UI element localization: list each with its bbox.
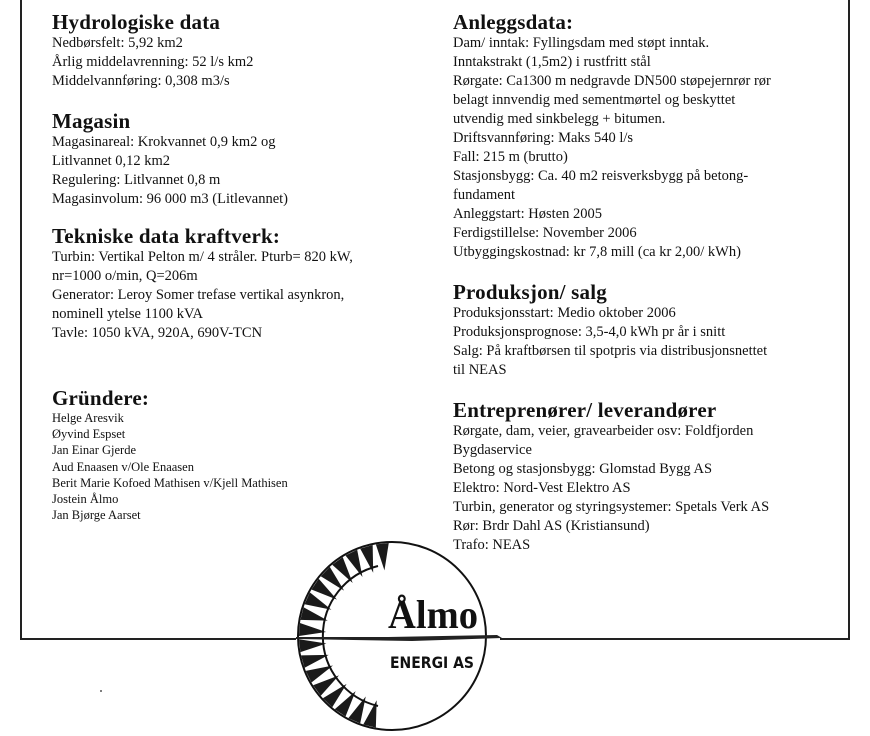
- anlegg-line: Fall: 215 m (brutto): [453, 149, 568, 165]
- section-title: Magasin: [52, 109, 131, 133]
- produksjon-line: Produksjonsprognose: 3,5-4,0 kWh pr år i snitt: [453, 324, 726, 340]
- frame-bottom-border-right: [500, 638, 850, 640]
- hydro-line: Nedbørsfelt: 5,92 km2: [52, 35, 183, 51]
- anlegg-line: Ferdigstillelse: November 2006: [453, 225, 637, 241]
- logo-inner-arc: [323, 566, 378, 706]
- logo-wheel-blades: [299, 543, 389, 728]
- left-column: [52, 10, 422, 541]
- entreprenor-line: Trafo: NEAS: [453, 537, 531, 553]
- frame-bottom-border-left: [20, 638, 296, 640]
- grunder-name: Jan Einar Gjerde: [52, 443, 136, 458]
- logo-name: Ålmo: [388, 592, 478, 637]
- section-title: Tekniske data kraftverk:: [52, 224, 281, 248]
- anlegg-line: fundament: [453, 187, 516, 203]
- anlegg-line: Dam/ inntak: Fyllingsdam med støpt inntak.: [453, 35, 710, 51]
- anlegg-line: Driftsvannføring: Maks 540 l/s: [453, 130, 634, 146]
- section-entreprenorer: [453, 398, 843, 555]
- entreprenor-line: Elektro: Nord-Vest Elektro AS: [453, 480, 631, 496]
- anlegg-line: Inntakstrakt (1,5m2) i rustfritt stål: [453, 54, 651, 70]
- frame-left-border: [20, 0, 22, 640]
- anlegg-line: Stasjonsbygg: Ca. 40 m2 reisverksbygg på betong-: [453, 168, 749, 184]
- anlegg-line: Anleggstart: Høsten 2005: [453, 206, 603, 222]
- magasin-line: Magasinvolum: 96 000 m3 (Litlevannet): [52, 191, 288, 207]
- grunder-name: Helge Aresvik: [52, 411, 124, 425]
- produksjon-line: Salg: På kraftbørsen til spotpris via distribusjonsnettet: [453, 343, 768, 359]
- logo-subtitle: ENERGI AS: [390, 653, 474, 672]
- anlegg-line: Utbyggingskostnad: kr 7,8 mill (ca kr 2,00/ kWh): [453, 244, 741, 260]
- section-title: Gründere:: [52, 386, 150, 410]
- logo-blade: [300, 607, 327, 620]
- anlegg-line: utvendig med sinkbelegg + bitumen.: [453, 111, 666, 127]
- entreprenor-line: Rør: Brdr Dahl AS (Kristiansund): [453, 518, 650, 534]
- entreprenor-line: Rørgate, dam, veier, gravearbeider osv: Foldfjorden: [453, 423, 754, 439]
- section-hydrologiske-data: [52, 10, 422, 91]
- produksjon-line: til NEAS: [453, 362, 507, 378]
- teknisk-line: Tavle: 1050 kVA, 920A, 690V-TCN: [52, 325, 263, 341]
- almo-energi-logo: [292, 536, 507, 736]
- section-title: Produksjon/ salg: [453, 280, 607, 304]
- section-produksjon-salg: [453, 280, 843, 380]
- magasin-line: Litlvannet 0,12 km2: [52, 153, 170, 169]
- section-grundere: [52, 386, 422, 523]
- entreprenor-line: Turbin, generator og styringsystemer: Spetals Verk AS: [453, 499, 770, 515]
- teknisk-line: nr=1000 o/min, Q=206m: [52, 268, 198, 284]
- logo-blade: [301, 655, 329, 668]
- section-title: Hydrologiske data: [52, 10, 221, 34]
- anlegg-line: Rørgate: Ca1300 m nedgravde DN500 støpejernrør rør: [453, 73, 771, 89]
- section-title: Anleggsdata:: [453, 10, 574, 34]
- frame-right-border: [848, 0, 850, 640]
- scan-speck: [100, 690, 102, 692]
- grunder-name: Jan Bjørge Aarset: [52, 508, 141, 523]
- section-magasin: [52, 109, 422, 209]
- grunder-name: Aud Enaasen v/Ole Enaasen: [52, 459, 194, 474]
- grunder-name: Øyvind Espset: [52, 427, 126, 442]
- hydro-line: Årlig middelavrenning: 52 l/s km2: [52, 54, 254, 70]
- section-title: Entreprenører/ leverandører: [453, 398, 717, 422]
- entreprenor-line: Betong og stasjonsbygg: Glomstad Bygg AS: [453, 461, 713, 477]
- teknisk-line: nominell ytelse 1100 kVA: [52, 306, 204, 322]
- magasin-line: Magasinareal: Krokvannet 0,9 km2 og: [52, 134, 276, 150]
- section-tekniske-data: [52, 224, 422, 343]
- anlegg-line: belagt innvendig med sementmørtel og beskyttet: [453, 92, 736, 108]
- teknisk-line: Generator: Leroy Somer trefase vertikal asynkron,: [52, 287, 345, 303]
- hydro-line: Middelvannføring: 0,308 m3/s: [52, 73, 230, 89]
- entreprenor-line: Bygdaservice: [453, 442, 532, 458]
- teknisk-line: Turbin: Vertikal Pelton m/ 4 stråler. Pturb= 820 kW,: [52, 249, 353, 265]
- produksjon-line: Produksjonsstart: Medio oktober 2006: [453, 305, 676, 321]
- grunder-name: Berit Marie Kofoed Mathisen v/Kjell Mathisen: [52, 475, 288, 490]
- grunder-name: Jostein Ålmo: [52, 492, 119, 507]
- magasin-line: Regulering: Litlvannet 0,8 m: [52, 172, 221, 188]
- section-anleggsdata: [453, 10, 843, 262]
- right-column: [453, 10, 843, 573]
